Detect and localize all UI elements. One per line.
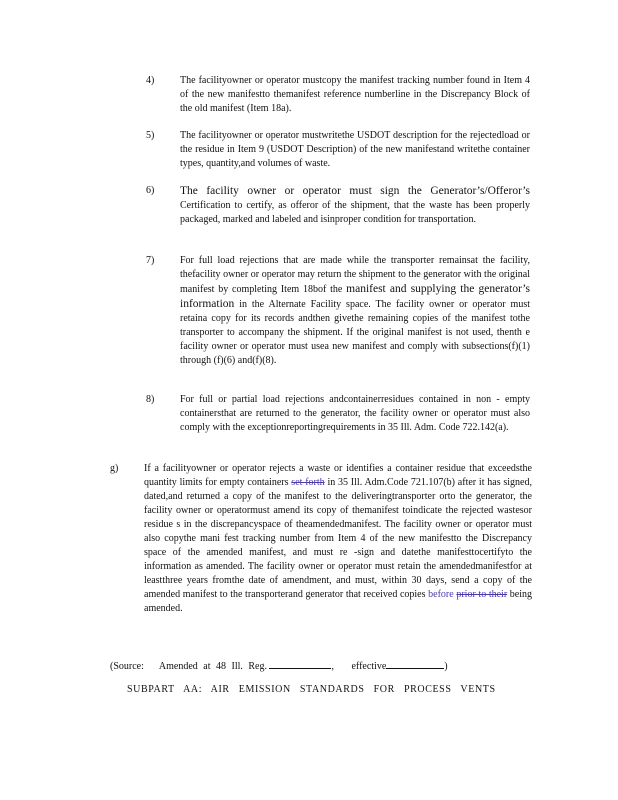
item-text-emphasis: manifest and supplying the generator’s information xyxy=(180,283,530,310)
subsection-text: being amended. xyxy=(144,589,533,614)
source-comma: , xyxy=(331,661,334,672)
item-text-lead: The facility owner or operator must sign the Generator’s/Offeror’s xyxy=(180,185,530,197)
source-close: ) xyxy=(444,661,448,672)
item-number: 6) xyxy=(146,185,155,196)
item-text: The facilityowner or operator mustwritethe USDOT description for the rejectedload or the residue in Item 9 (USDOT Description) of the new manifestand writethe container types, quantity,and volumes of waste. xyxy=(180,130,530,169)
subsection-label: g) xyxy=(110,463,119,474)
item-number: 7) xyxy=(146,255,155,266)
subsection-text: in 35 Ill. Adm.Code 721.107(b) after it has signed, dated,and returned a copy of the manifest to the deliveringtransporter orto the generator, the facility owner or operatormust amend its copy of themanifest toindicate the rejected wastesor residue s in the discrepancyspace of theamendedmanifest. The facility owner or operator must also copythe mani fest tracking number from Item 4 of the new manifestto the Discrepancy space of the amended manifest, and must re -sign and datethe manifesttocertifyto the information as amended. The facility owner or operator must retain the amendedmanifestfor at leastthree years fromthe date of amendment, and must, within 30 days, send a copy of the amended manifest to the transporterand generator that received copies xyxy=(144,477,532,600)
source-effective: effective xyxy=(351,661,387,672)
effective-date-blank xyxy=(386,657,444,669)
item-number: 5) xyxy=(146,130,155,141)
deleted-text: prior to their xyxy=(456,589,508,600)
item-text: Certification to certify, as offeror of the shipment, that the waste has been properly packaged, marked and labeled and isinproper condition for transportation. xyxy=(180,200,530,225)
register-blank xyxy=(269,657,331,669)
item-number: 4) xyxy=(146,75,155,86)
item-number: 8) xyxy=(146,394,155,405)
item-text: For full load rejections that are made while the transporter remainsat the facility, thefacility owner or operator may return the shipment to the generator with the original manifest by completing Item 18bof the xyxy=(180,255,530,295)
source-note xyxy=(110,657,448,674)
subpart-heading: SUBPART AA: AIR EMISSION STANDARDS FOR PROCESS VENTS xyxy=(127,684,496,695)
source-open: (Source: xyxy=(110,661,144,672)
item-text: in the Alternate Facility space. The facility owner or operator must retaina copy for its records andthen givethe remaining copies of the manifest tothe transporter to accompany the shipment. If the original manifest is not used, thenth e facility owner or operator must usea new manifest and comply with subsections(f)(1) through (f)(6) and(f)(8). xyxy=(180,299,530,366)
item-text: For full or partial load rejections andcontainerresidues contained in non - empty containersthat are returned to the generator, the facility owner or operator must also comply with the exceptionreportingrequirements in 35 Ill. Adm. Code 722.142(a). xyxy=(180,394,530,433)
inserted-text: before xyxy=(428,589,454,600)
item-text: The facilityowner or operator mustcopy the manifest tracking number found in Item 4 of the new manifestto themanifest reference numberline in the Discrepancy Block of the old manifest (Item 18a). xyxy=(180,75,530,114)
deleted-text: set forth xyxy=(291,477,325,488)
source-amended: Amended at 48 Ill. Reg. xyxy=(158,661,267,672)
subsection-text: If a facilityowner or operator rejects a waste or identifies a container residue that exceedsthe quantity limits for empty containers xyxy=(144,463,532,488)
